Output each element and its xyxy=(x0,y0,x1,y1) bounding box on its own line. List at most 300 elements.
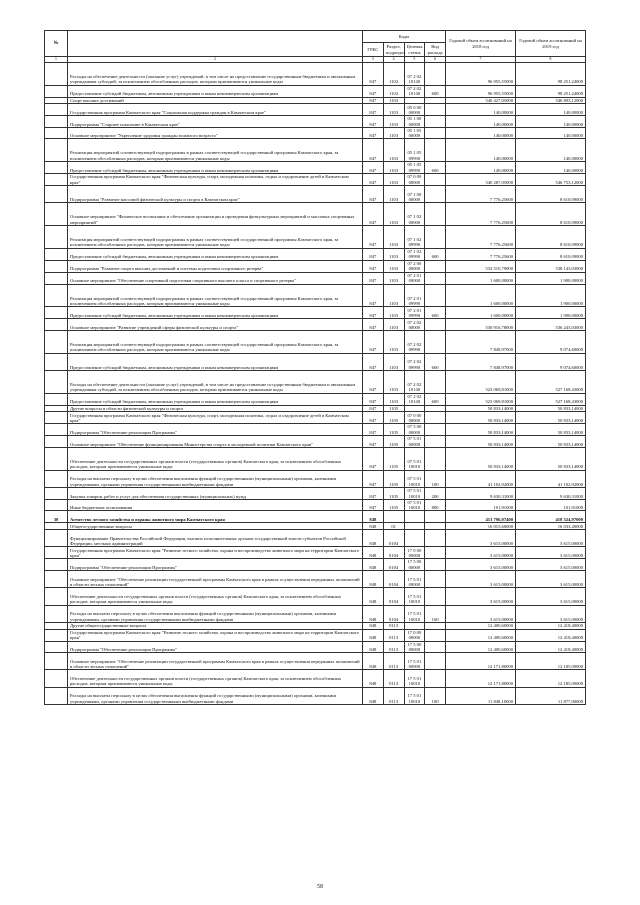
row-target-article: 07 1 00 00000 xyxy=(404,186,425,203)
row-razdel: 0113 xyxy=(383,670,404,687)
row-grbs: 847 xyxy=(363,353,384,370)
row-razdel: 0113 xyxy=(383,687,404,704)
row-razdel: 0113 xyxy=(383,653,404,670)
row-amount-2018: 1 600,00000 xyxy=(446,307,516,319)
row-amount-2018: 12 171,80000 xyxy=(446,670,516,687)
row-amount-2018: 12 400,60000 xyxy=(446,629,516,641)
table-row xyxy=(45,116,586,128)
row-target-article: 07 5 01 00000 xyxy=(404,435,425,447)
row-grbs: 847 xyxy=(363,63,384,86)
row-number xyxy=(45,63,68,86)
row-target-article: 07 2 01 09990 xyxy=(404,307,425,319)
table-row xyxy=(45,127,586,139)
row-grbs: 847 xyxy=(363,499,384,511)
row-amount-2018: 3 615,00000 xyxy=(446,588,516,605)
row-number xyxy=(45,393,68,405)
row-target-article: 17 5 01 10010 xyxy=(404,670,425,687)
row-expense-type xyxy=(425,588,446,605)
row-amount-2019: 3 615,00000 xyxy=(516,588,586,605)
row-razdel: 1105 xyxy=(383,405,404,412)
row-name: Обеспечение деятельности государственных органов власти (государственных органов) Камчатского края, за исключением обособленных расходов, которым присваиваются уникальные коды xyxy=(68,670,363,687)
colnum: 3 xyxy=(363,57,384,63)
row-razdel: 1103 xyxy=(383,174,404,186)
row-number xyxy=(45,412,68,424)
row-expense-type xyxy=(425,225,446,248)
header-no: № xyxy=(45,31,68,57)
row-razdel: 1105 xyxy=(383,435,404,447)
row-grbs: 847 xyxy=(363,331,384,354)
row-razdel: 1103 xyxy=(383,371,404,394)
row-number xyxy=(45,186,68,203)
row-name: Основное мероприятие "Обеспечение реализации государственной программы Камчатского края в рамках осуществления переданных полномочий в области лесных отношений" xyxy=(68,653,363,670)
row-amount-2018: 532 510,79000 xyxy=(446,260,516,272)
row-razdel: 1103 xyxy=(383,162,404,174)
row-name: Расходы на выплаты персоналу в целях обеспечения выполнения функций государственными (муниципальными) органами, казенными учреждениями, органами управления государственными внебюджетными фондами xyxy=(68,687,363,704)
table-row xyxy=(45,629,586,641)
table-row xyxy=(45,319,586,331)
row-target-article xyxy=(404,530,425,547)
table-row xyxy=(45,331,586,354)
row-grbs: 848 xyxy=(363,670,384,687)
page-number: 58 xyxy=(317,884,323,890)
table-row xyxy=(45,63,586,86)
row-amount-2018: 7 776,25600 xyxy=(446,203,516,226)
row-amount-2019: 8 610,09000 xyxy=(516,203,586,226)
row-razdel: 1103 xyxy=(383,319,404,331)
row-name: Подпрограмма "Обеспечение реализации Программы" xyxy=(68,559,363,571)
row-amount-2018: 7 848,97000 xyxy=(446,353,516,370)
row-number xyxy=(45,570,68,587)
row-amount-2019: 50 833,14000 xyxy=(516,405,586,412)
row-razdel: 0104 xyxy=(383,530,404,547)
row-razdel: 1105 xyxy=(383,487,404,499)
table-row xyxy=(45,605,586,622)
row-target-article: 05 1 05 09990 xyxy=(404,162,425,174)
row-amount-2019: 1 900,00000 xyxy=(516,307,586,319)
row-number xyxy=(45,588,68,605)
row-number xyxy=(45,641,68,653)
row-target-article: 07 2 02 09990 xyxy=(404,331,425,354)
colnum: 2 xyxy=(68,57,363,63)
row-target-article: 07 2 02 10140 xyxy=(404,63,425,86)
row-razdel: 1103 xyxy=(383,248,404,260)
row-number xyxy=(45,307,68,319)
row-number xyxy=(45,629,68,641)
row-razdel: 1103 xyxy=(383,272,404,284)
row-razdel: 1102 xyxy=(383,63,404,86)
table-row xyxy=(45,307,586,319)
row-number xyxy=(45,353,68,370)
table-row xyxy=(45,97,586,104)
row-amount-2019: 546 753,12000 xyxy=(516,174,586,186)
table-row xyxy=(45,353,586,370)
row-grbs: 847 xyxy=(363,186,384,203)
row-number xyxy=(45,331,68,354)
row-target-article: 07 2 02 10140 xyxy=(404,393,425,405)
row-grbs: 847 xyxy=(363,487,384,499)
row-razdel: 1103 xyxy=(383,186,404,203)
row-amount-2019: 12 418,40000 xyxy=(516,622,586,629)
row-razdel: 01 xyxy=(383,523,404,530)
row-grbs: 847 xyxy=(363,435,384,447)
row-amount-2019: 101,91000 xyxy=(516,499,586,511)
row-amount-2019: 11 877,00000 xyxy=(516,687,586,704)
row-expense-type xyxy=(425,116,446,128)
row-name: Основное мероприятие "Физическое воспитание и обеспечение организации и проведения физкультурных мероприятий и массовых спортивных мероприятий" xyxy=(68,203,363,226)
row-expense-type xyxy=(425,523,446,530)
row-grbs: 847 xyxy=(363,284,384,307)
row-target-article: 17 0 00 00000 xyxy=(404,629,425,641)
row-name: Государственная программа Камчатского края "Развитие лесного хозяйства, охрана и воспроизводство животного мира на территории Камчатского края" xyxy=(68,629,363,641)
row-amount-2018: 9 630,31000 xyxy=(446,487,516,499)
row-name: Подпрограмма "Развитие спорта высших достижений и системы подготовки спортивного резерва" xyxy=(68,260,363,272)
row-amount-2018: 50 833,14000 xyxy=(446,424,516,436)
row-number xyxy=(45,174,68,186)
row-amount-2018: 7 776,25600 xyxy=(446,225,516,248)
row-name: Расходы на выплаты персоналу в целях обеспечения выполнения функций государственными (муниципальными) органами, казенными учреждениями, органами управления государственными внебюджетными фондами xyxy=(68,470,363,487)
row-target-article: 07 5 01 10010 xyxy=(404,487,425,499)
row-name: Основное мероприятие "Укрепление здоровья граждан пожилого возраста" xyxy=(68,127,363,139)
table-row xyxy=(45,530,586,547)
row-target-article: 07 1 02 00000 xyxy=(404,203,425,226)
row-number xyxy=(45,487,68,499)
row-amount-2019: 536 243,03000 xyxy=(516,319,586,331)
row-number: 30 xyxy=(45,511,68,523)
row-grbs: 848 xyxy=(363,530,384,547)
row-amount-2019: 50 833,14000 xyxy=(516,447,586,470)
row-number xyxy=(45,470,68,487)
row-target-article: 07 1 02 09990 xyxy=(404,248,425,260)
row-name: Реализация мероприятий соответствующей подпрограммы в рамках соответствующей государственной программы Камчатского края, за исключением обособленных расходов, которым присваиваются уникальные коды xyxy=(68,331,363,354)
row-grbs: 848 xyxy=(363,511,384,523)
row-number xyxy=(45,435,68,447)
row-number xyxy=(45,97,68,104)
row-amount-2018: 1 600,00000 xyxy=(446,284,516,307)
row-expense-type: 600 xyxy=(425,85,446,97)
row-expense-type xyxy=(425,412,446,424)
row-number xyxy=(45,127,68,139)
row-grbs: 847 xyxy=(363,203,384,226)
row-target-article: 07 2 01 09990 xyxy=(404,284,425,307)
row-amount-2019: 98 251,24000 xyxy=(516,63,586,86)
row-expense-type xyxy=(425,127,446,139)
row-razdel: 0104 xyxy=(383,547,404,559)
row-target-article: 17 5 01 10010 xyxy=(404,605,425,622)
row-amount-2018: 50 833,14000 xyxy=(446,447,516,470)
row-amount-2018: 96 955,55000 xyxy=(446,63,516,86)
row-number xyxy=(45,116,68,128)
row-amount-2019: 12 185,00000 xyxy=(516,653,586,670)
row-amount-2018: 50 833,14000 xyxy=(446,412,516,424)
row-razdel: 1105 xyxy=(383,424,404,436)
row-amount-2019: 3 615,00000 xyxy=(516,570,586,587)
row-amount-2018: 16 015,60000 xyxy=(446,523,516,530)
row-expense-type xyxy=(425,186,446,203)
row-expense-type xyxy=(425,511,446,523)
table-row xyxy=(45,85,586,97)
row-target-article: 07 2 01 00000 xyxy=(404,272,425,284)
row-target-article: 07 2 02 10140 xyxy=(404,85,425,97)
row-expense-type xyxy=(425,203,446,226)
row-expense-type xyxy=(425,97,446,104)
row-name: Основное мероприятие "Обеспечение функционирования Министерства спорта и молодежной политики Камчатского края" xyxy=(68,435,363,447)
table-row xyxy=(45,405,586,412)
header-target-article: Целевая статья xyxy=(404,43,425,57)
header-year-2019: Годовой объем ассигнований на 2019 год xyxy=(516,31,586,57)
row-grbs: 847 xyxy=(363,424,384,436)
row-amount-2019: 140,00000 xyxy=(516,162,586,174)
row-name: Функционирование Правительства Российской Федерации, высших исполнительных органов государственной власти субъектов Российской Федерации, местных администраций xyxy=(68,530,363,547)
row-target-article: 17 5 01 00000 xyxy=(404,653,425,670)
row-amount-2019: 3 615,00000 xyxy=(516,559,586,571)
row-target-article: 07 0 00 00000 xyxy=(404,412,425,424)
row-number xyxy=(45,248,68,260)
row-grbs: 847 xyxy=(363,127,384,139)
row-expense-type xyxy=(425,435,446,447)
row-name: Предоставление субсидий бюджетным, автономным учреждениям и иным некоммерческим организациям xyxy=(68,393,363,405)
row-amount-2018: 140,00000 xyxy=(446,116,516,128)
row-razdel: 1103 xyxy=(383,104,404,116)
row-expense-type: 600 xyxy=(425,393,446,405)
row-amount-2019: 527 168,43000 xyxy=(516,393,586,405)
colnum: 4 xyxy=(383,57,404,63)
header-name xyxy=(68,31,363,57)
row-razdel xyxy=(383,511,404,523)
table-row xyxy=(45,447,586,470)
row-name: Другие общегосударственные вопросы xyxy=(68,622,363,629)
row-grbs: 847 xyxy=(363,116,384,128)
row-amount-2019: 546 893,12000 xyxy=(516,97,586,104)
table-row xyxy=(45,470,586,487)
row-number xyxy=(45,371,68,394)
row-amount-2019: 1 900,00000 xyxy=(516,272,586,284)
row-expense-type xyxy=(425,447,446,470)
row-target-article: 07 0 00 00000 xyxy=(404,174,425,186)
row-grbs: 848 xyxy=(363,629,384,641)
row-razdel: 1103 xyxy=(383,97,404,104)
row-amount-2018: 11 848,10000 xyxy=(446,687,516,704)
row-expense-type xyxy=(425,260,446,272)
colnum: 6 xyxy=(425,57,446,63)
row-amount-2019: 50 833,14000 xyxy=(516,435,586,447)
row-expense-type: 200 xyxy=(425,487,446,499)
row-name: Расходы на обеспечение деятельности (оказание услуг) учреждений, в том числе на предоставление государственным бюджетным и автономным учреждениям субсидий, за исключением обособленных расходов, которым присваиваются уникальные коды xyxy=(68,63,363,86)
row-amount-2018: 140,00000 xyxy=(446,104,516,116)
header-codes: Коды xyxy=(363,31,446,43)
table-row xyxy=(45,559,586,571)
row-name: Спорт высших достижений xyxy=(68,97,363,104)
row-amount-2018: 50 833,14000 xyxy=(446,435,516,447)
row-razdel: 1103 xyxy=(383,116,404,128)
row-grbs: 848 xyxy=(363,570,384,587)
row-number xyxy=(45,605,68,622)
row-name: Подпрограмма "Обеспечение реализации Программы" xyxy=(68,641,363,653)
row-number xyxy=(45,284,68,307)
row-number xyxy=(45,203,68,226)
table-row xyxy=(45,203,586,226)
row-amount-2018: 41 102,92000 xyxy=(446,470,516,487)
row-name: Предоставление субсидий бюджетным, автономным учреждениям и иным некоммерческим организациям xyxy=(68,307,363,319)
row-target-article: 17 5 00 00000 xyxy=(404,559,425,571)
row-name: Реализация мероприятий соответствующей подпрограммы в рамках соответствующей государственной программы Камчатского края, за исключением обособленных расходов, которым присваиваются уникальные коды xyxy=(68,139,363,162)
row-amount-2019: 9 074,60000 xyxy=(516,331,586,354)
row-grbs: 848 xyxy=(363,547,384,559)
row-target-article: 07 2 02 09990 xyxy=(404,353,425,370)
row-name: Агентство лесного хозяйства и охраны животного мира Камчатского края xyxy=(68,511,363,523)
row-expense-type xyxy=(425,284,446,307)
row-amount-2019: 12 418,40000 xyxy=(516,629,586,641)
row-amount-2018: 140,00000 xyxy=(446,127,516,139)
row-razdel: 0104 xyxy=(383,605,404,622)
row-razdel: 0113 xyxy=(383,641,404,653)
row-target-article: 07 5 01 10010 xyxy=(404,499,425,511)
row-grbs: 847 xyxy=(363,412,384,424)
row-number xyxy=(45,104,68,116)
row-grbs: 848 xyxy=(363,523,384,530)
row-name: Подпрограмма "Развитие массовой физической культуры и спорта в Камчатском крае" xyxy=(68,186,363,203)
row-razdel: 0104 xyxy=(383,588,404,605)
row-expense-type xyxy=(425,174,446,186)
row-amount-2018: 7 848,97000 xyxy=(446,331,516,354)
row-razdel: 1105 xyxy=(383,447,404,470)
row-amount-2018: 523 069,81000 xyxy=(446,393,516,405)
row-number xyxy=(45,405,68,412)
row-grbs: 847 xyxy=(363,405,384,412)
row-razdel: 1105 xyxy=(383,412,404,424)
table-body xyxy=(45,63,586,705)
row-razdel: 1103 xyxy=(383,331,404,354)
row-number xyxy=(45,547,68,559)
row-grbs: 847 xyxy=(363,174,384,186)
row-target-article: 07 5 01 10010 xyxy=(404,447,425,470)
row-amount-2019: 140,00000 xyxy=(516,104,586,116)
row-grbs: 847 xyxy=(363,447,384,470)
row-grbs: 847 xyxy=(363,260,384,272)
row-grbs: 847 xyxy=(363,104,384,116)
table-row xyxy=(45,523,586,530)
table-row xyxy=(45,670,586,687)
table-row xyxy=(45,487,586,499)
row-expense-type xyxy=(425,547,446,559)
row-razdel: 0104 xyxy=(383,559,404,571)
row-expense-type xyxy=(425,139,446,162)
table-row xyxy=(45,412,586,424)
row-name: Основное мероприятие "Обеспечение спортивной подготовки спортивного высшего класса и спортивного резерва" xyxy=(68,272,363,284)
row-amount-2019: 12 418,40000 xyxy=(516,641,586,653)
row-amount-2019: 41 102,92000 xyxy=(516,470,586,487)
header-grbs: ГРБС xyxy=(363,43,384,57)
row-name: Реализация мероприятий соответствующей подпрограммы в рамках соответствующей государственной программы Камчатского края, за исключением обособленных расходов, которым присваиваются уникальные коды xyxy=(68,225,363,248)
row-amount-2019: 3 615,00000 xyxy=(516,530,586,547)
row-expense-type xyxy=(425,653,446,670)
row-name: Обеспечение деятельности государственных органов власти (государственных органов) Камчатского края, за исключением обособленных расходов, которым присваиваются уникальные коды xyxy=(68,447,363,470)
row-amount-2019: 3 615,00000 xyxy=(516,605,586,622)
row-amount-2018: 101,91000 xyxy=(446,499,516,511)
row-grbs: 847 xyxy=(363,319,384,331)
row-razdel: 1103 xyxy=(383,307,404,319)
row-expense-type xyxy=(425,670,446,687)
row-amount-2019: 418 324,97000 xyxy=(516,511,586,523)
row-amount-2018: 140,00000 xyxy=(446,162,516,174)
row-grbs: 848 xyxy=(363,559,384,571)
table-row xyxy=(45,570,586,587)
row-amount-2019: 140,00000 xyxy=(516,139,586,162)
row-amount-2019: 1 900,00000 xyxy=(516,284,586,307)
row-target-article: 07 2 02 00000 xyxy=(404,319,425,331)
row-amount-2019: 98 251,24000 xyxy=(516,85,586,97)
row-target-article: 05 1 05 09990 xyxy=(404,139,425,162)
row-amount-2018: 3 615,00000 xyxy=(446,559,516,571)
row-amount-2019: 9 630,31000 xyxy=(516,487,586,499)
row-name: Предоставление субсидий бюджетным, автономным учреждениям и иным некоммерческим организациям xyxy=(68,85,363,97)
row-grbs: 848 xyxy=(363,653,384,670)
table-row xyxy=(45,547,586,559)
row-amount-2019: 12 185,00000 xyxy=(516,670,586,687)
row-expense-type xyxy=(425,63,446,86)
row-name: Основное мероприятие "Обеспечение реализации государственной программы Камчатского края в рамках осуществления переданных полномочий в области лесных отношений" xyxy=(68,570,363,587)
row-name: Реализация мероприятий соответствующей подпрограммы в рамках соответствующей государственной программы Камчатского края, за исключением обособленных расходов, которым присваиваются уникальные коды xyxy=(68,284,363,307)
row-number xyxy=(45,225,68,248)
row-amount-2019: 9 074,60000 xyxy=(516,353,586,370)
row-expense-type xyxy=(425,331,446,354)
row-expense-type: 600 xyxy=(425,307,446,319)
row-target-article: 07 2 00 00000 xyxy=(404,260,425,272)
row-razdel: 1103 xyxy=(383,127,404,139)
row-target-article xyxy=(404,622,425,629)
row-expense-type xyxy=(425,104,446,116)
row-grbs: 847 xyxy=(363,307,384,319)
row-number xyxy=(45,687,68,704)
table-row xyxy=(45,284,586,307)
header-year-2018: Годовой объем ассигнований на 2018 год xyxy=(446,31,516,57)
row-amount-2019: 16 033,40000 xyxy=(516,523,586,530)
row-amount-2018: 7 776,25600 xyxy=(446,186,516,203)
row-razdel: 0113 xyxy=(383,629,404,641)
row-grbs: 847 xyxy=(363,97,384,104)
row-expense-type xyxy=(425,371,446,394)
row-amount-2018: 540 287,05000 xyxy=(446,174,516,186)
row-amount-2018: 530 916,78000 xyxy=(446,319,516,331)
table-row xyxy=(45,139,586,162)
row-grbs: 847 xyxy=(363,225,384,248)
row-name: Предоставление субсидий бюджетным, автономным учреждениям и иным некоммерческим организациям xyxy=(68,248,363,260)
row-number xyxy=(45,139,68,162)
row-grbs: 847 xyxy=(363,162,384,174)
colnum: 8 xyxy=(516,57,586,63)
row-number xyxy=(45,447,68,470)
row-name: Государственная программа Камчатского края "Развитие лесного хозяйства, охрана и воспроизводство животного мира на территории Камчатского края" xyxy=(68,547,363,559)
row-target-article: 07 5 01 10010 xyxy=(404,470,425,487)
row-amount-2019: 538 143,03000 xyxy=(516,260,586,272)
table-row xyxy=(45,186,586,203)
row-amount-2019: 8 610,09000 xyxy=(516,248,586,260)
row-target-article: 07 2 02 10140 xyxy=(404,371,425,394)
table-row xyxy=(45,393,586,405)
row-grbs: 848 xyxy=(363,687,384,704)
row-razdel: 1102 xyxy=(383,85,404,97)
row-target-article: 17 5 00 00000 xyxy=(404,641,425,653)
table-row xyxy=(45,499,586,511)
row-amount-2019: 50 833,14000 xyxy=(516,424,586,436)
row-amount-2018: 50 833,14000 xyxy=(446,405,516,412)
row-name: Общегосударственные вопросы xyxy=(68,523,363,530)
row-name: Другие вопросы в области физической культуры и спорта xyxy=(68,405,363,412)
row-name: Иные бюджетные ассигнования xyxy=(68,499,363,511)
table-row xyxy=(45,260,586,272)
row-razdel: 1103 xyxy=(383,353,404,370)
table-row xyxy=(45,371,586,394)
header-expense-type: Вид расхода xyxy=(425,43,446,57)
